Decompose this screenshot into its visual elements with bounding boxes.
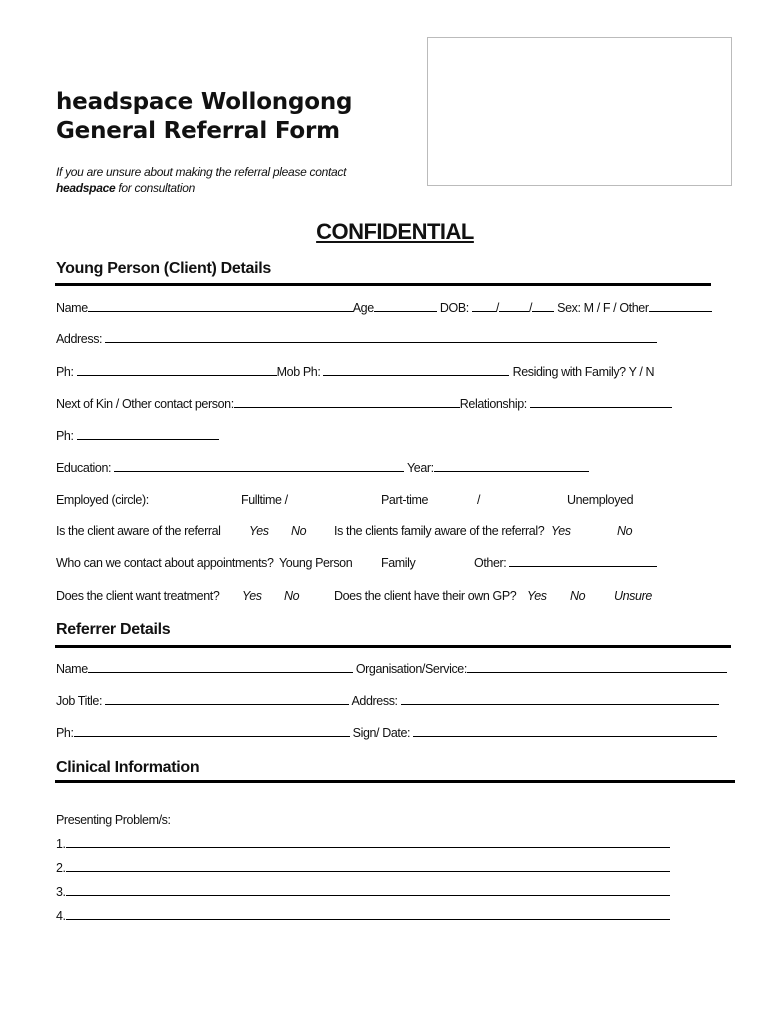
referrer-row-phone: [56, 725, 717, 741]
option-unemployed[interactable]: Unemployed: [567, 493, 634, 507]
client-section-heading: Young Person (Client) Details: [56, 260, 272, 277]
phone-field[interactable]: [77, 364, 277, 376]
referrer-phone-label: Ph:: [56, 726, 74, 740]
gp-label: Does the client have their own GP?: [334, 589, 517, 603]
client-row-nok: [56, 396, 672, 412]
nok-phone-field[interactable]: [77, 428, 219, 440]
mobile-label: Mob Ph:: [276, 365, 321, 379]
problem-field-4[interactable]: [66, 908, 670, 920]
family-aware-no[interactable]: No: [617, 524, 633, 538]
phone-label: Ph:: [56, 365, 74, 379]
problem-field-3[interactable]: [66, 884, 670, 896]
mobile-field[interactable]: [323, 364, 509, 376]
dob-month-field[interactable]: [499, 300, 529, 312]
sign-date-field[interactable]: [413, 725, 717, 737]
referrer-section-heading: Referrer Details: [56, 621, 171, 638]
dob-year-field[interactable]: [532, 300, 554, 312]
employed-label: Employed (circle):: [56, 493, 149, 507]
intro-line-2: [56, 180, 346, 196]
job-title-label: Job Title:: [56, 694, 103, 708]
problem-field-1[interactable]: [66, 836, 670, 848]
clinical-section-rule: [55, 780, 735, 783]
dob-label: DOB:: [439, 301, 469, 315]
family-aware-label: Is the clients family aware of the referral?: [334, 524, 545, 538]
client-row-name: [56, 300, 712, 316]
year-label: Year:: [407, 461, 434, 475]
name-label: Name: [56, 301, 88, 315]
form-title: [56, 88, 352, 146]
client-row-ph2: [56, 428, 219, 444]
sex-other-field[interactable]: [649, 300, 712, 312]
aware-label: Is the client aware of the referral: [56, 524, 221, 538]
problem-number-3: 3.: [56, 885, 66, 899]
intro-line-2-rest: for consultation: [115, 181, 195, 195]
year-field[interactable]: [434, 460, 589, 472]
referrer-name-field[interactable]: [88, 661, 353, 673]
contact-other-label: Other:: [474, 556, 507, 570]
clinical-section-heading: Clinical Information: [56, 759, 200, 776]
nok-phone-label: Ph:: [56, 429, 74, 443]
referrer-row-job: [56, 693, 719, 709]
dob-sep-1: /: [495, 301, 499, 315]
relationship-label: Relationship:: [459, 397, 527, 411]
age-label: Age: [352, 301, 374, 315]
logo-placeholder-box: [427, 37, 732, 186]
name-field[interactable]: [88, 300, 353, 312]
aware-yes[interactable]: Yes: [249, 524, 269, 538]
intro-bold-headspace: headspace: [56, 181, 116, 195]
problem-line-3: [56, 884, 670, 900]
dob-sep-2: /: [529, 301, 533, 315]
family-aware-yes[interactable]: Yes: [551, 524, 571, 538]
nok-field[interactable]: [234, 396, 460, 408]
contact-young-person[interactable]: Young Person: [279, 556, 353, 570]
problem-number-4: 4.: [56, 909, 66, 923]
option-parttime[interactable]: Part-time: [381, 493, 429, 507]
title-line-2: General Referral Form: [56, 118, 340, 144]
client-row-education: [56, 460, 589, 476]
address-label: Address:: [56, 332, 103, 346]
treatment-label: Does the client want treatment?: [56, 589, 220, 603]
education-label: Education:: [56, 461, 112, 475]
intro-text: [56, 164, 346, 196]
problem-number-1: 1.: [56, 837, 66, 851]
intro-line-1: If you are unsure about making the referral please contact: [56, 165, 347, 179]
nok-label: Next of Kin / Other contact person:: [56, 397, 234, 411]
gp-yes[interactable]: Yes: [527, 589, 547, 603]
contact-other: [474, 555, 657, 571]
treatment-no[interactable]: No: [284, 589, 300, 603]
problem-number-2: 2.: [56, 861, 66, 875]
confidential-heading: CONFIDENTIAL: [316, 219, 474, 244]
treatment-yes[interactable]: Yes: [242, 589, 262, 603]
employment-slash: /: [477, 493, 481, 507]
relationship-field[interactable]: [530, 396, 672, 408]
organisation-field[interactable]: [467, 661, 727, 673]
referrer-section-rule: [55, 645, 731, 648]
gp-unsure[interactable]: Unsure: [614, 589, 652, 603]
problem-line-4: [56, 908, 670, 924]
contact-other-field[interactable]: [509, 555, 657, 567]
organisation-label: Organisation/Service:: [355, 662, 467, 676]
contact-family[interactable]: Family: [381, 556, 416, 570]
client-row-address: [56, 331, 657, 347]
contact-label: Who can we contact about appointments?: [56, 556, 274, 570]
problem-line-1: [56, 836, 670, 852]
sex-label: Sex: M / F / Other: [557, 301, 649, 315]
option-fulltime[interactable]: Fulltime /: [241, 493, 288, 507]
residing-label: Residing with Family? Y / N: [512, 365, 655, 379]
referrer-phone-field[interactable]: [74, 725, 350, 737]
problem-line-2: [56, 860, 670, 876]
problem-field-2[interactable]: [66, 860, 670, 872]
referrer-name-label: Name: [56, 662, 88, 676]
sign-date-label: Sign/ Date:: [352, 726, 411, 740]
age-field[interactable]: [374, 300, 437, 312]
aware-no[interactable]: No: [291, 524, 307, 538]
dob-day-field[interactable]: [472, 300, 496, 312]
title-line-1: headspace Wollongong: [56, 89, 353, 115]
gp-no[interactable]: No: [570, 589, 586, 603]
referrer-address-field[interactable]: [401, 693, 719, 705]
address-field[interactable]: [105, 331, 657, 343]
education-field[interactable]: [114, 460, 404, 472]
presenting-problems-label: Presenting Problem/s:: [56, 813, 171, 827]
client-row-phone: [56, 364, 654, 380]
referrer-address-label: Address:: [351, 694, 398, 708]
referrer-row-name: [56, 661, 727, 677]
client-section-rule: [55, 283, 711, 286]
job-title-field[interactable]: [105, 693, 349, 705]
